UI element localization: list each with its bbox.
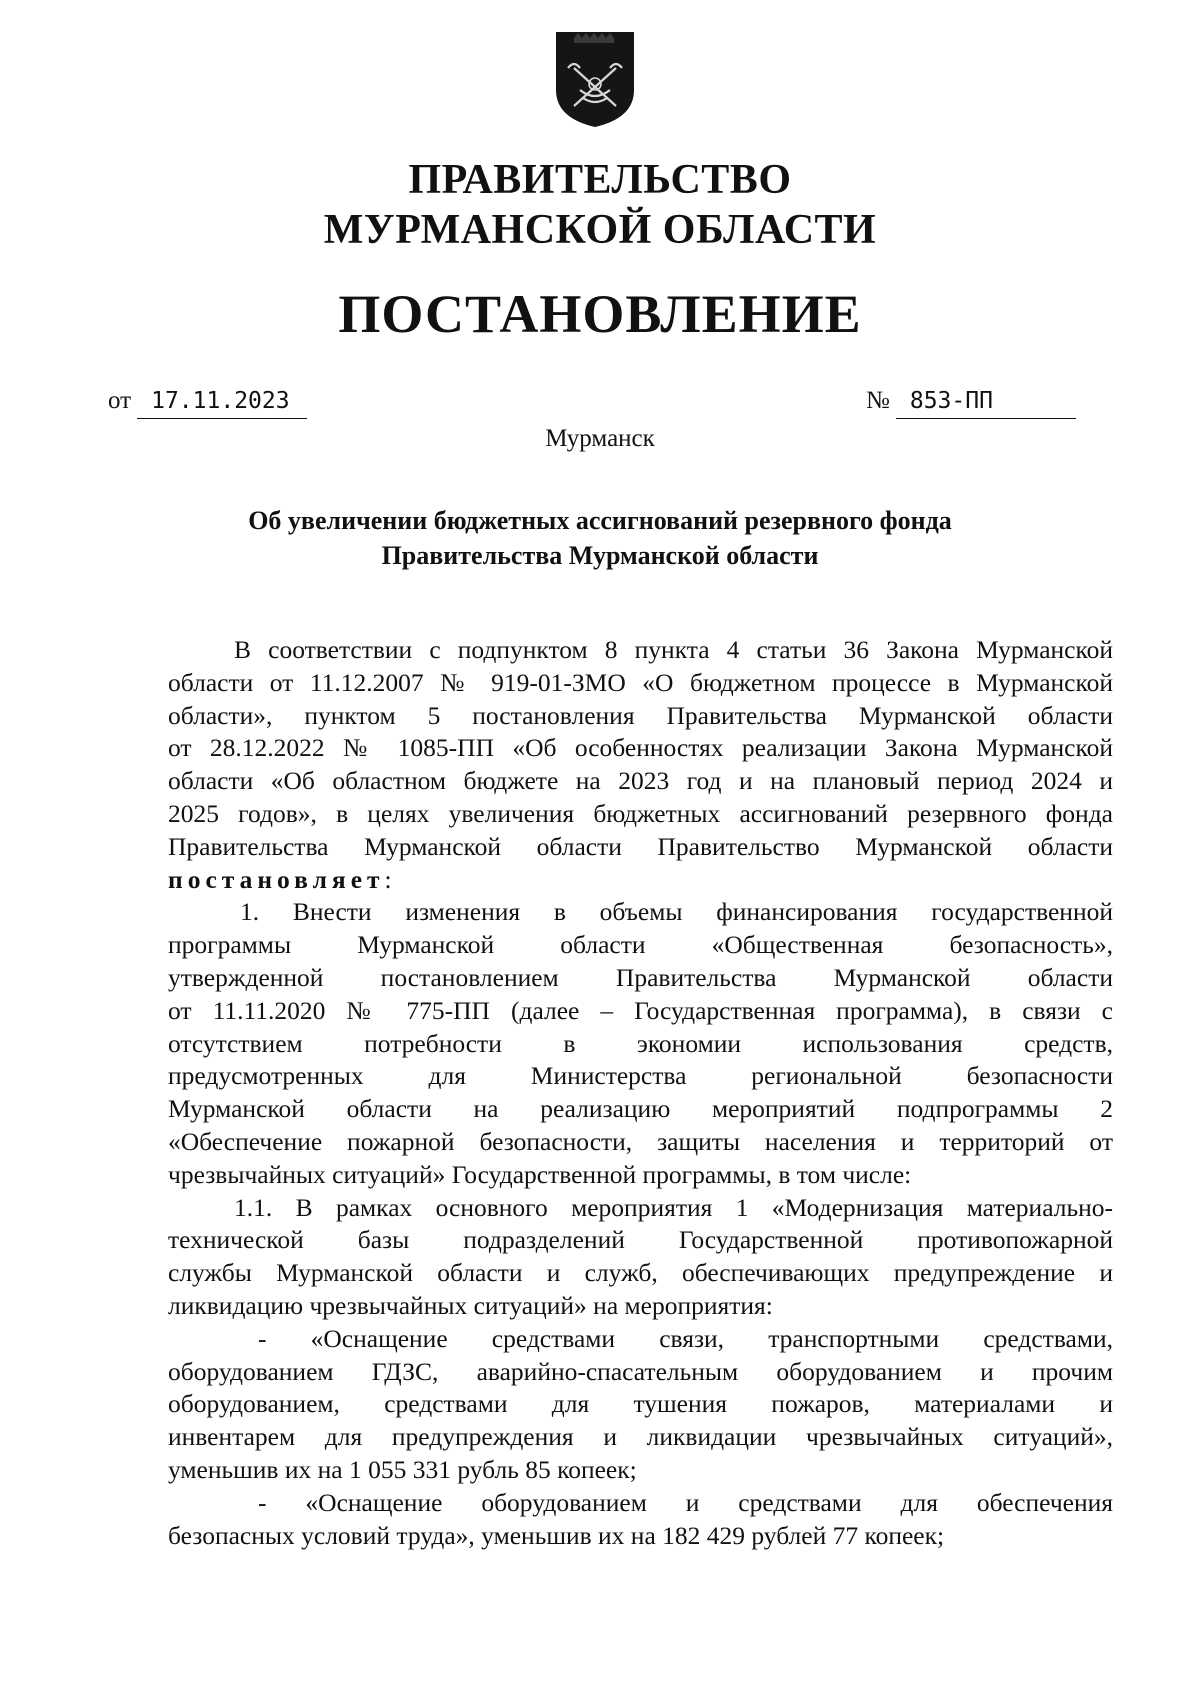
body-line: от 11.11.2020 № 775-ПП (далее – Государственная программа), в связи с	[168, 995, 1113, 1025]
coat-of-arms-icon	[552, 28, 638, 130]
document-number	[866, 384, 1076, 419]
body-line: 2025 годов», в целях увеличения бюджетных ассигнований резервного фонда	[168, 798, 1113, 828]
body-line: области», пунктом 5 постановления Правительства Мурманской области	[168, 700, 1113, 730]
document-title	[150, 503, 1050, 573]
organization-name-line-1: ПРАВИТЕЛЬСТВО	[408, 157, 792, 203]
title-line-2: Правительства Мурманской области	[381, 541, 819, 570]
title-line-1: Об увеличении бюджетных ассигнований резервного фонда	[248, 506, 952, 535]
body-line: 1. Внести изменения в объемы финансирования государственной	[240, 897, 1113, 927]
date-value: 17.11.2023	[137, 384, 307, 419]
organization-name-line-2: МУРМАНСКОЙ ОБЛАСТИ	[323, 207, 877, 253]
body-line: предусмотренных для Министерства региональной безопасности	[168, 1061, 1113, 1091]
body-line-resolves	[168, 864, 1113, 897]
body-line: чрезвычайных ситуаций» Государственной программы, в том числе:	[168, 1159, 912, 1189]
body-line: утвержденной постановлением Правительства Мурманской области	[168, 962, 1113, 992]
body-line: ликвидацию чрезвычайных ситуаций» на мероприятия:	[168, 1290, 773, 1320]
date-prefix: от	[108, 387, 132, 414]
body-line: уменьшив их на 1 055 331 рубль 85 копеек;	[168, 1454, 637, 1484]
body-line: инвентарем для предупреждения и ликвидации чрезвычайных ситуаций»,	[168, 1422, 1113, 1452]
body-line: - «Оснащение оборудованием и средствами для обеспечения	[258, 1487, 1113, 1517]
body-line: 1.1. В рамках основного мероприятия 1 «Модернизация материально-	[234, 1192, 1113, 1222]
number-prefix: №	[866, 387, 890, 414]
body-line: отсутствием потребности в экономии использования средств,	[168, 1028, 1113, 1058]
body-line: Правительства Мурманской области Правительство Мурманской области	[168, 831, 1113, 861]
city-name: Мурманск	[545, 425, 655, 452]
body-line: службы Мурманской области и служб, обеспечивающих предупреждение и	[168, 1258, 1113, 1288]
body-line: «Обеспечение пожарной безопасности, защиты населения и территорий от	[168, 1126, 1113, 1156]
body-line: безопасных условий труда», уменьшив их на 182 429 рублей 77 копеек;	[168, 1520, 945, 1550]
document-type: ПОСТАНОВЛЕНИЕ	[338, 284, 862, 344]
body-line: области от 11.12.2007 № 919-01-ЗМО «О бюджетном процессе в Мурманской	[168, 667, 1113, 697]
body-line: оборудованием, средствами для тушения пожаров, материалами и	[168, 1389, 1113, 1419]
body-line: технической базы подразделений Государственной противопожарной	[168, 1225, 1113, 1255]
body-line: Мурманской области на реализацию мероприятий подпрограммы 2	[168, 1094, 1113, 1124]
body-line: оборудованием ГДЗС, аварийно-спасательным оборудованием и прочим	[168, 1356, 1113, 1386]
body-line: В соответствии с подпунктом 8 пункта 4 статьи 36 Закона Мурманской	[234, 635, 1113, 664]
document-date	[108, 384, 307, 419]
document-body	[168, 634, 1113, 1552]
number-value: 853-ПП	[896, 384, 1076, 419]
resolves-word: постановляет	[168, 864, 385, 894]
body-line: от 28.12.2022 № 1085-ПП «Об особенностях реализации Закона Мурманской	[168, 733, 1113, 763]
resolves-colon: :	[384, 864, 392, 894]
body-line: программы Мурманской области «Общественная безопасность»,	[168, 930, 1113, 960]
body-line: области «Об областном бюджете на 2023 год и на плановый период 2024 и	[168, 766, 1113, 796]
body-line: - «Оснащение средствами связи, транспортными средствами,	[258, 1323, 1113, 1353]
